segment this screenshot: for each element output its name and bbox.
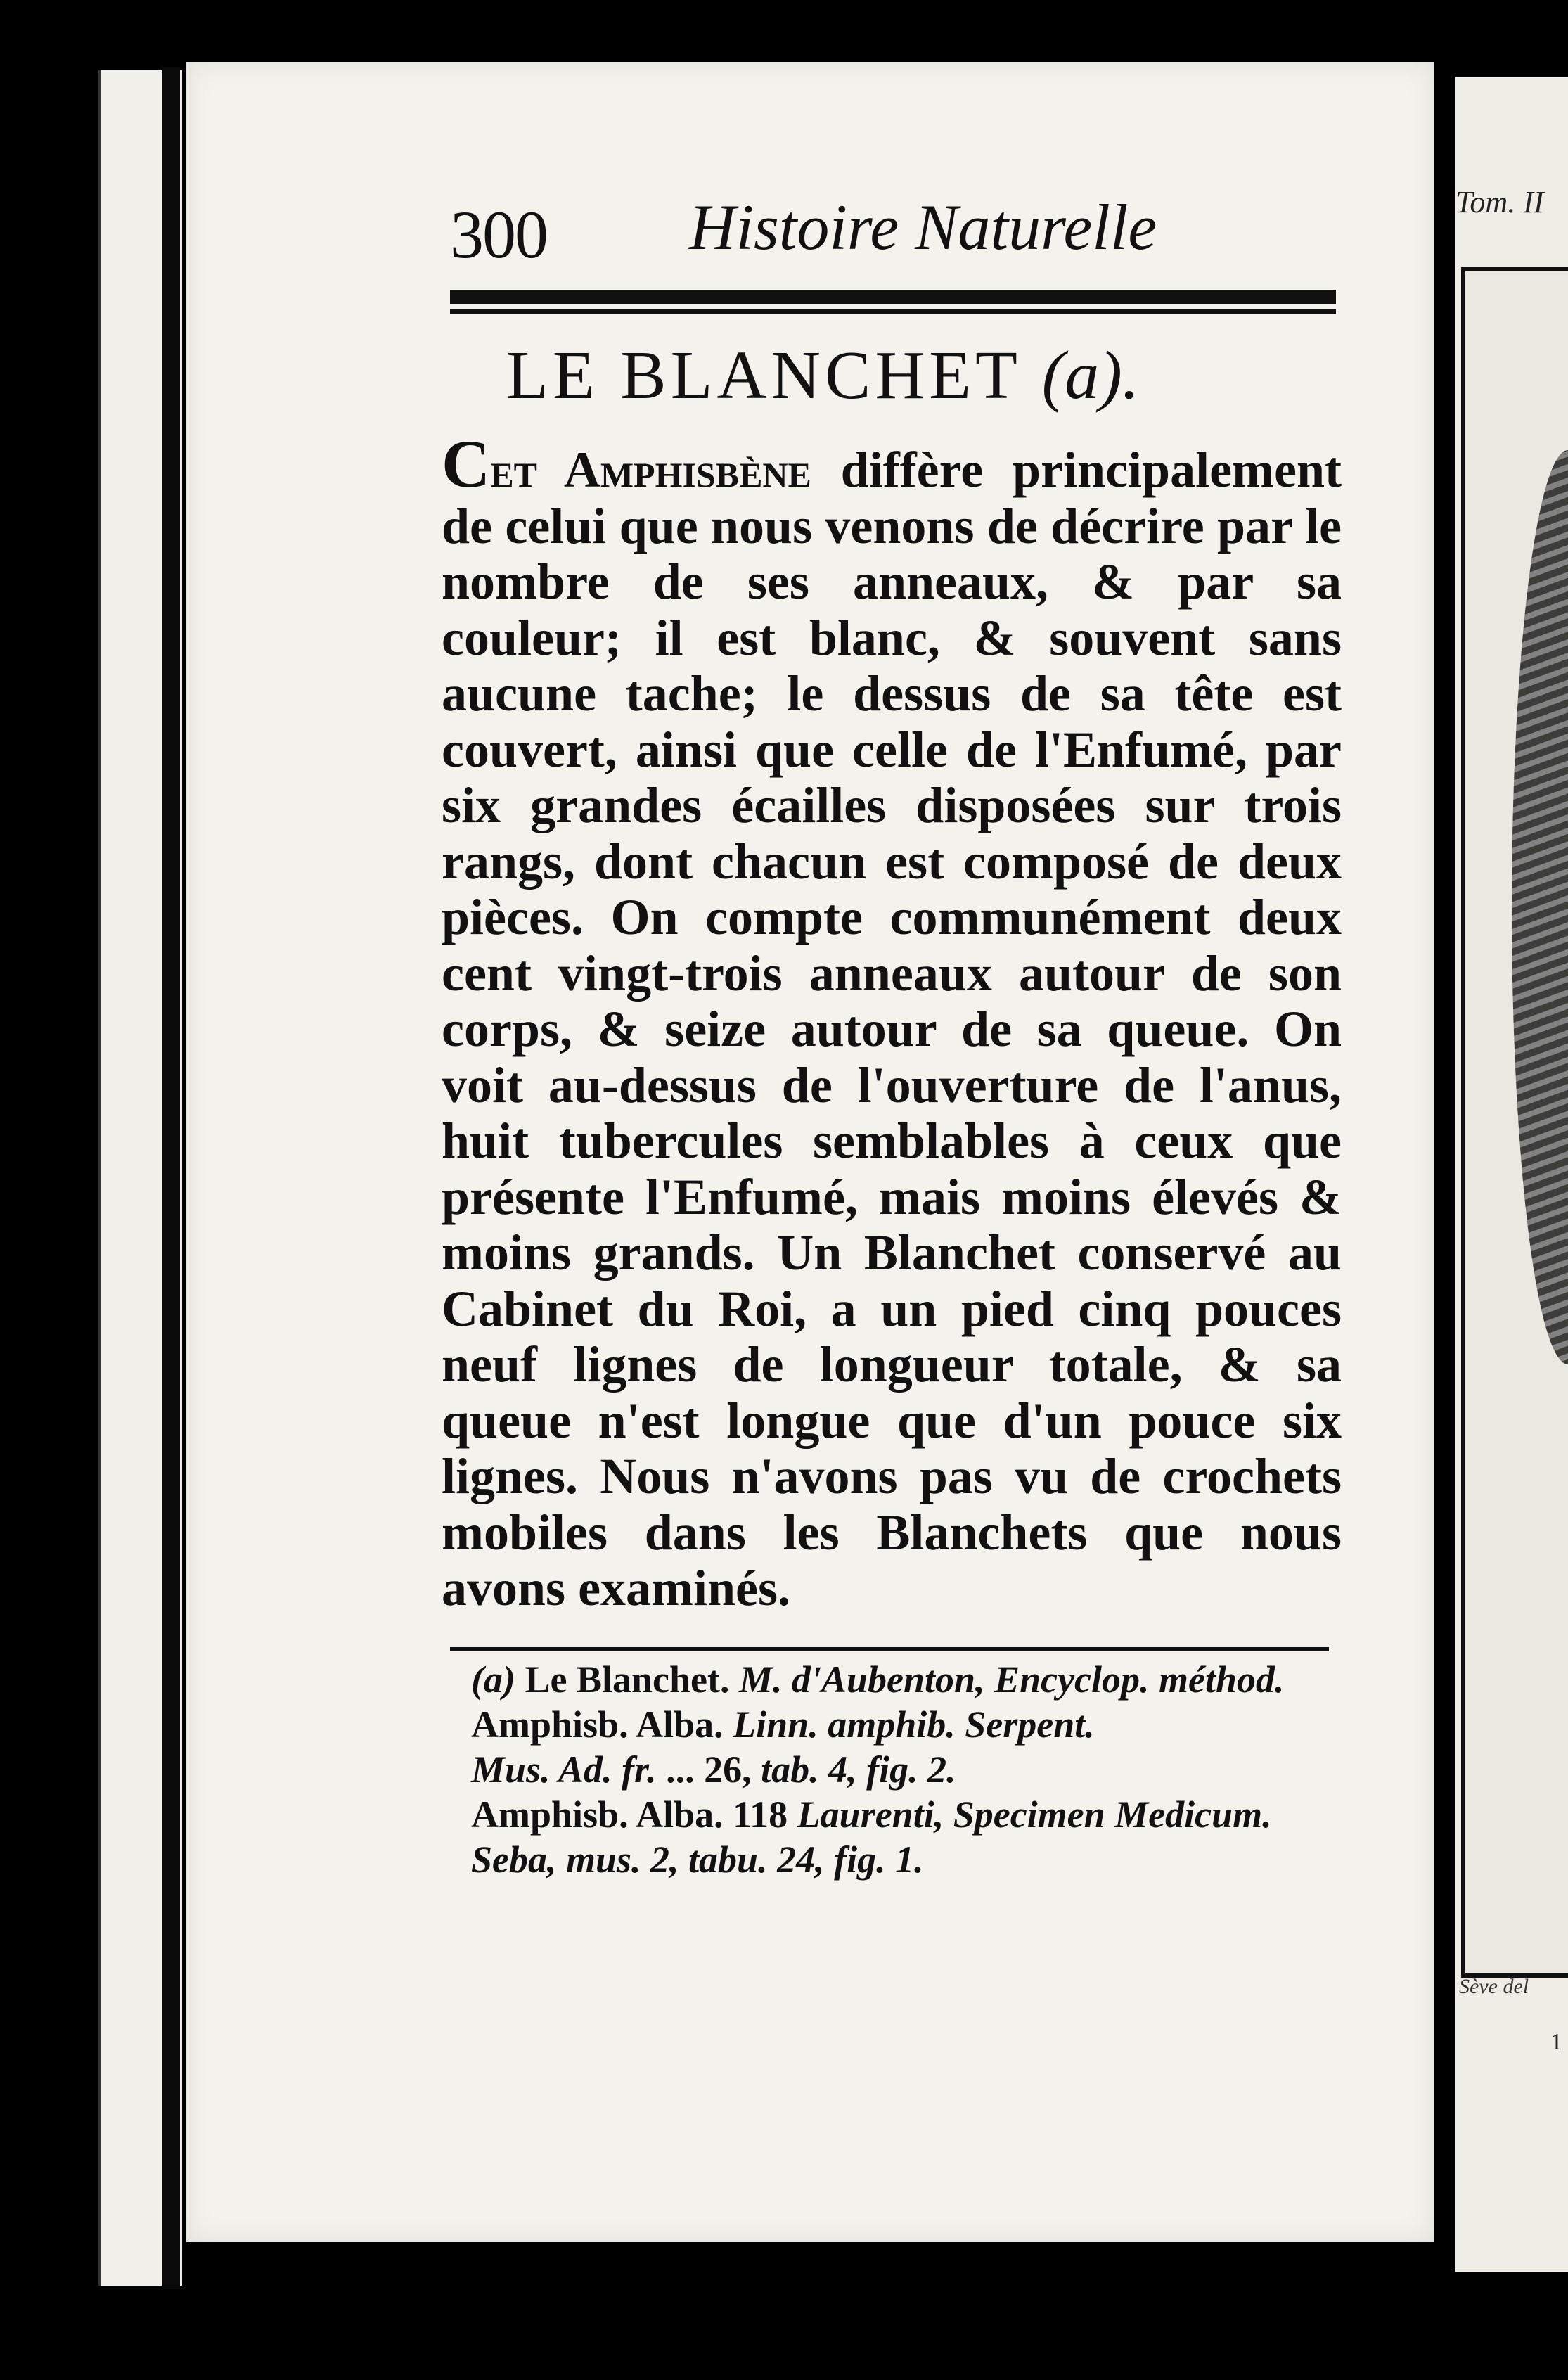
footnotes — [471, 1657, 1343, 1882]
header-rule-thin — [450, 309, 1336, 314]
facing-plate-number: 1 — [1550, 2029, 1562, 2055]
lead-small-caps: et Amphisbène — [490, 442, 811, 498]
section-heading — [506, 336, 1139, 415]
footnote-line-5 — [471, 1837, 1343, 1882]
drop-cap: C — [442, 426, 491, 501]
heading-note-ref: (a). — [1041, 338, 1140, 414]
binding-shadow — [162, 67, 180, 2289]
footnote-rule — [450, 1647, 1329, 1651]
page-number: 300 — [450, 197, 547, 272]
footnote-text: Amphisb. Alba. — [471, 1703, 733, 1746]
footnote-citation: tab. 4, fig. 2. — [761, 1748, 956, 1791]
body-paragraph — [442, 426, 1342, 1617]
footnote-line-3 — [471, 1747, 1343, 1792]
footnote-citation: Laurenti, Specimen Medicum. — [797, 1793, 1272, 1836]
body-text: diffère principalement de celui que nous venons de décrire par le nombre de ses anneaux, & par sa couleur; il est blanc, & souvent sans aucune tache; le dessus de sa tête est couvert, ainsi que celle de l'Enfumé, par six grandes écailles disposées sur trois rangs, dont chacun est composé de deux pièces. On compte communément deux cent vingt-trois anneaux autour de son corps, & seize autour de sa queue. On voit au-dessus de l'ouverture de l'anus, huit tubercules semblables à ceux que présente l'Enfumé, mais moins élevés & moins grands. Un Blanchet conservé au Cabinet du Roi, a un pied cinq pouces neuf lignes de longueur totale, & sa queue n'est longue que d'un pouce six lignes. Nous n'avons pas vu de crochets mobiles dans les Blanchets que nous avons examinés. — [442, 442, 1342, 1616]
footnote-citation: Linn. amphib. Serpent. — [733, 1703, 1095, 1746]
footnote-line-1 — [471, 1657, 1343, 1702]
footnote-text: Amphisb. Alba. 118 — [471, 1793, 797, 1836]
footnote-text: Le Blanchet. — [515, 1658, 739, 1701]
footnote-citation: Mus. Ad. fr. — [471, 1748, 667, 1791]
footnote-line-2 — [471, 1702, 1343, 1747]
footnote-ref: (a) — [471, 1658, 515, 1701]
header-rule — [450, 290, 1336, 316]
running-head — [450, 190, 1336, 272]
running-title: Histoire Naturelle — [689, 191, 1157, 263]
footnote-citation: M. d'Aubenton, Encyclop. méthod. — [738, 1658, 1285, 1701]
footnote-line-4 — [471, 1792, 1343, 1837]
facing-tom-label: Tom. II — [1455, 185, 1544, 219]
header-rule-thick — [450, 290, 1336, 304]
heading-text: LE BLANCHET — [506, 338, 1021, 414]
facing-plate-caption: Sève del — [1459, 1975, 1529, 1998]
footnote-text: ... 26, — [666, 1748, 761, 1791]
footnote-citation: Seba, mus. 2, tabu. 24, fig. 1. — [471, 1838, 924, 1881]
